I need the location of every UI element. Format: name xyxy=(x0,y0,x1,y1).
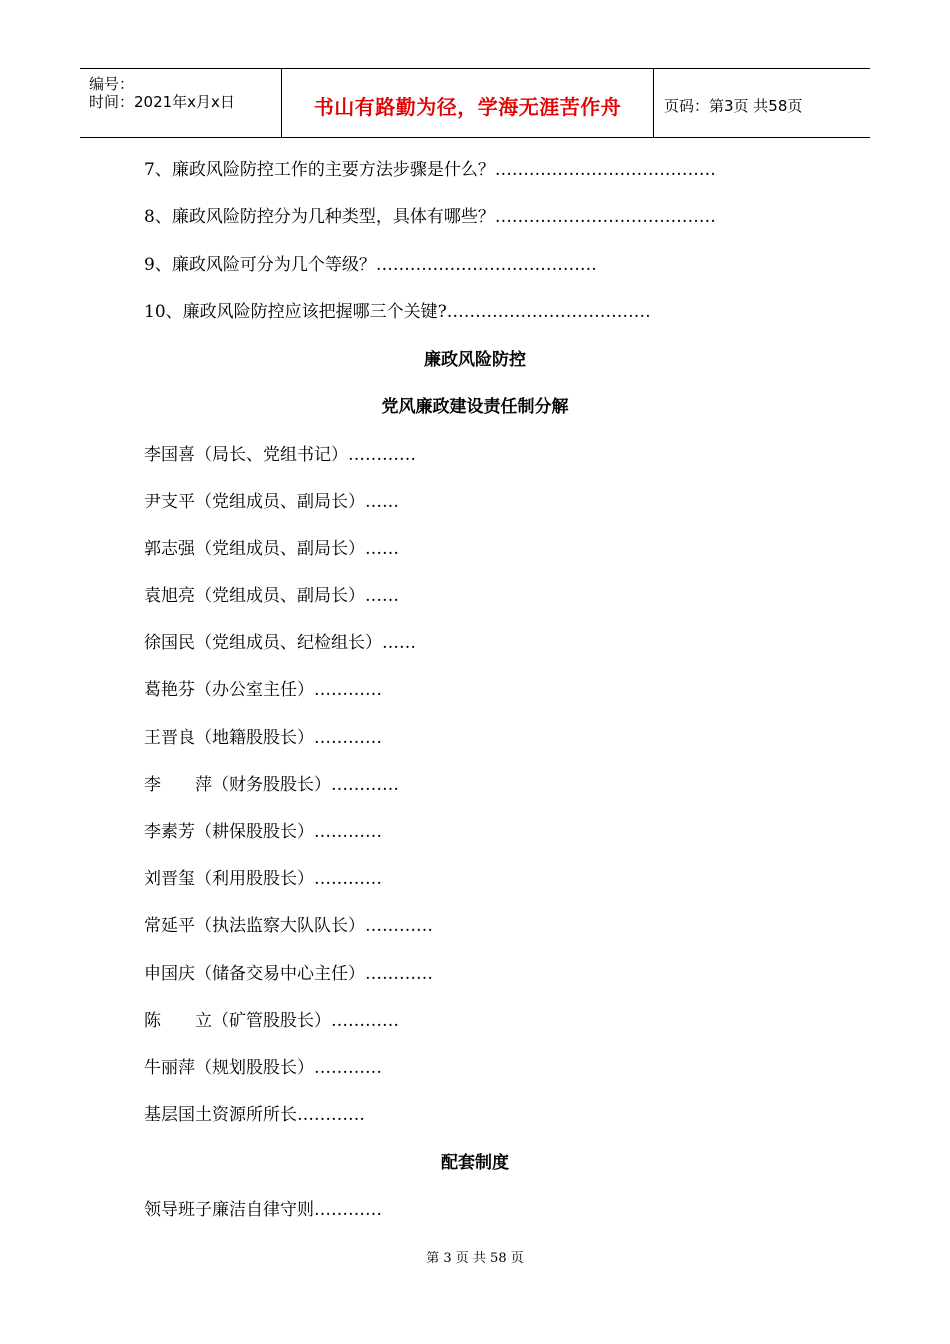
responsibility-item: 李国喜（局长、党组书记）………… xyxy=(144,445,416,465)
question-item: 10、廉政风险防控应该把握哪三个关键?……………………………… xyxy=(144,302,651,322)
question-item: 8、廉政风险防控分为几种类型，具体有哪些？………………………………… xyxy=(144,207,716,227)
question-item: 9、廉政风险可分为几个等级？………………………………… xyxy=(144,255,597,275)
responsibility-item: 李素芳（耕保股股长）………… xyxy=(144,822,382,842)
responsibility-item: 徐国民（党组成员、纪检组长）…… xyxy=(144,633,416,653)
section-heading: 党风廉政建设责任制分解 xyxy=(381,397,569,417)
time-label: 时间：2021年x月x日 xyxy=(89,93,235,111)
header-motto-cell xyxy=(282,69,654,137)
header-meta-cell xyxy=(80,69,282,137)
page-header xyxy=(80,68,870,138)
page-footer: 第 3 页 共 58 页 xyxy=(426,1251,524,1266)
responsibility-item: 申国庆（储备交易中心主任）………… xyxy=(144,964,433,984)
header-page-cell xyxy=(654,69,870,137)
question-item: 7、廉政风险防控工作的主要方法步骤是什么？………………………………… xyxy=(144,160,716,180)
responsibility-item: 常延平（执法监察大队队长）………… xyxy=(144,916,433,936)
responsibility-item: 葛艳芬（办公室主任）………… xyxy=(144,680,382,700)
section-heading: 配套制度 xyxy=(441,1153,509,1173)
responsibility-item: 王晋良（地籍股股长）………… xyxy=(144,728,382,748)
responsibility-item: 尹支平（党组成员、副局长）…… xyxy=(144,492,399,512)
responsibility-item: 李 萍（财务股股长）………… xyxy=(144,775,399,795)
section-heading: 廉政风险防控 xyxy=(424,350,526,370)
page-number-label: 页码：第3页 共58页 xyxy=(664,97,803,115)
serial-number-label: 编号： xyxy=(89,75,135,93)
responsibility-item: 牛丽萍（规划股股长）………… xyxy=(144,1058,382,1078)
responsibility-item: 郭志强（党组成员、副局长）…… xyxy=(144,539,399,559)
responsibility-item: 刘晋玺（利用股股长）………… xyxy=(144,869,382,889)
system-item: 领导班子廉洁自律守则………… xyxy=(144,1200,382,1220)
responsibility-item: 陈 立（矿管股股长）………… xyxy=(144,1011,399,1031)
responsibility-item: 基层国土资源所所长………… xyxy=(144,1105,365,1125)
motto: 书山有路勤为径，学海无涯苦作舟 xyxy=(313,95,622,119)
responsibility-item: 袁旭亮（党组成员、副局长）…… xyxy=(144,586,399,606)
